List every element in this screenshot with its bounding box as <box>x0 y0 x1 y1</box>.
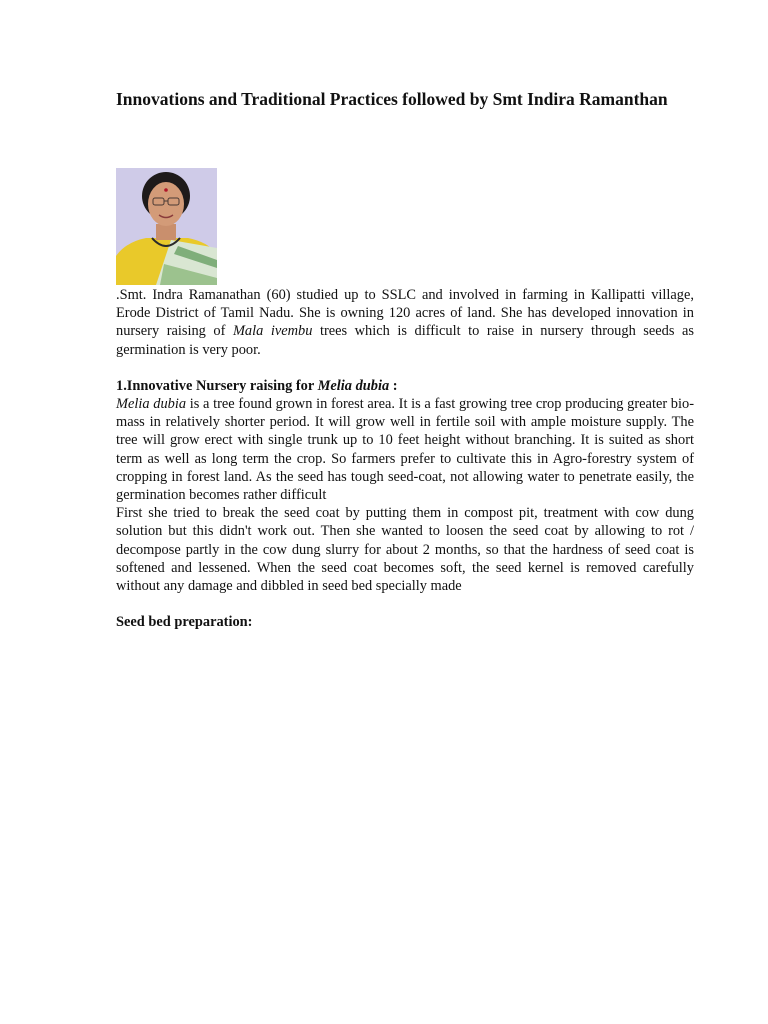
intro-paragraph <box>116 286 694 359</box>
section1-heading-prefix: 1.Innovative Nursery raising for <box>116 377 318 394</box>
section1-heading-suffix: : <box>389 377 398 394</box>
page-title: Innovations and Traditional Practices followed by Smt Indira Ramanthan <box>116 89 668 109</box>
intro-text-italic: Mala ivembu <box>232 323 313 340</box>
intro-text-suffix: trees which is difficult to raise in nursery through seeds as germination is very poor. <box>116 323 695 358</box>
section1-heading <box>116 377 694 395</box>
section1-heading-italic: Melia dubia <box>317 377 390 394</box>
photo-row <box>116 168 694 286</box>
portrait-photo <box>116 168 217 285</box>
section1-paragraph1 <box>116 395 694 504</box>
intro-text-prefix: .Smt. Indra Ramanathan (60) studied up to SSLC and involved in farming in Kallipatti village, Erode District of Tamil Nadu. She is owning 120 acres of land. She has developed innovation in nursery raising of <box>116 287 694 340</box>
document-page <box>116 88 694 631</box>
section1-paragraph2: First she tried to break the seed coat by putting them in compost pit, treatment with cow dung solution but this didn't work out. Then she wanted to loosen the seed coat by allowing to rot / decompose partly in the cow dung slurry for about 2 months, so that the hardness of seed coat is softened and lessened. When the seed coat becomes soft, the seed kernel is removed carefully without any damage and dibbled in seed bed specially made <box>116 505 694 595</box>
portrait-illustration <box>116 168 217 285</box>
section2-heading: Seed bed preparation: <box>116 614 253 631</box>
section1-para1-text: is a tree found grown in forest area. It is a fast growing tree crop producing greater bio-mass in relatively shorter period. It will grow well in fertile soil with ample moisture supply. The tree will grow erect with single trunk up to 10 feet height without branching. It is suited as short term as well as long term the crop. So farmers prefer to cultivate this in Agro-forestry system of cropping in forest land. As the seed has tough seed-coat, not allowing water to penetrate easily, the germination becomes rather difficult <box>116 396 694 504</box>
section1-para1-italic: Melia dubia <box>116 396 187 413</box>
